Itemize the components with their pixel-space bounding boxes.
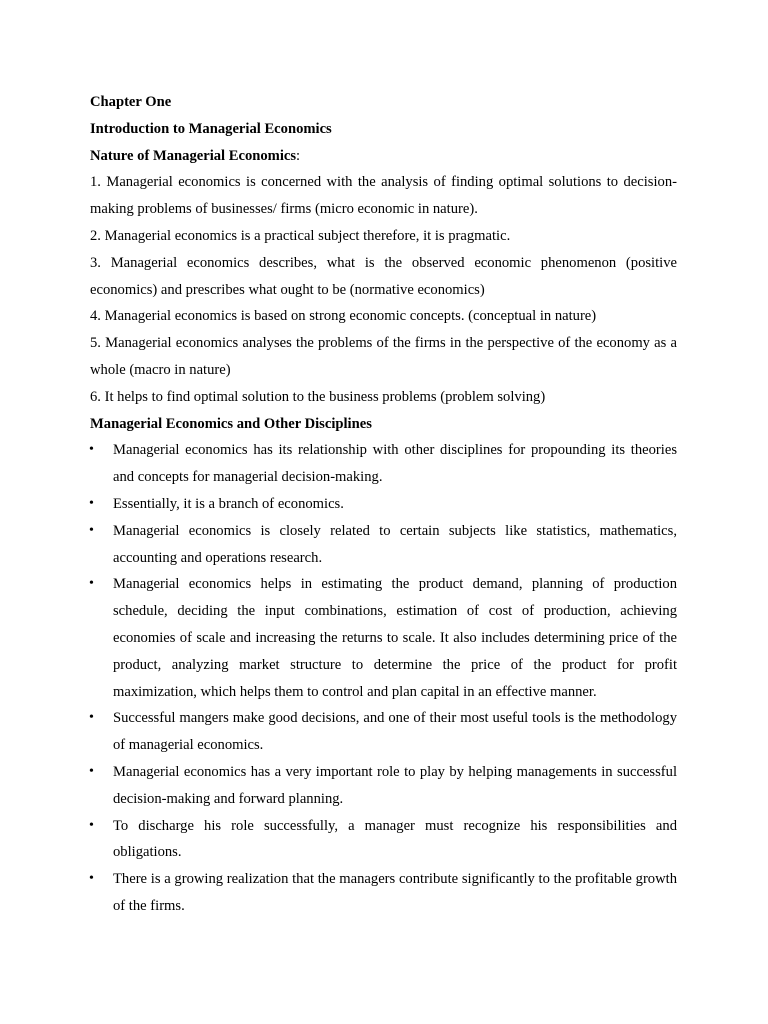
list-item-text: Managerial economics has its relationship with other disciplines for propounding its theories and concepts for managerial decision-making.: [113, 442, 677, 486]
bullet-icon: •: [89, 763, 94, 779]
bullet-icon: •: [89, 817, 94, 833]
nature-point-4: 4. Managerial economics is based on strong economic concepts. (conceptual in nature): [90, 308, 597, 325]
nature-point-6: 6. It helps to find optimal solution to the business problems (problem solving): [90, 388, 546, 405]
list-item-text: Essentially, it is a branch of economics.: [113, 495, 344, 512]
bullet-icon: •: [89, 871, 94, 887]
nature-heading-line: [90, 143, 677, 170]
list-item-text: Managerial economics is closely related to certain subjects like statistics, mathematics, accounting and operations research.: [113, 522, 677, 566]
nature-point-3: 3. Managerial economics describes, what is the observed economic phenomenon (positive economics) and prescribes what ought to be (normative economics): [90, 254, 677, 298]
bullet-icon: •: [89, 442, 94, 458]
nature-heading: Nature of Managerial Economics: [90, 147, 297, 164]
list-item-text: To discharge his role successfully, a manager must recognize his responsibilities and obligations.: [113, 817, 677, 861]
list-item-text: Managerial economics helps in estimating the product demand, planning of production schedule, deciding the input combinations, estimation of cost of production, achieving economies of scale and increasing the returns to scale. It also includes determining price of the product, analyzing market structure to determine the price of the product for profit maximization, which helps them to control and plan capital in an effective manner.: [113, 576, 677, 700]
bullet-icon: •: [89, 710, 94, 726]
list-item: [90, 518, 677, 572]
bullet-icon: •: [89, 522, 94, 538]
document-page: [90, 89, 677, 920]
chapter-label: Chapter One: [90, 94, 172, 110]
list-item-text: Successful mangers make good decisions, and one of their most useful tools is the methodology of managerial economics.: [113, 710, 677, 754]
list-item-text: There is a growing realization that the managers contribute significantly to the profitable growth of the firms.: [113, 871, 677, 914]
list-item-text: Managerial economics has a very important role to play by helping managements in successful decision-making and forward planning.: [113, 763, 677, 807]
nature-heading-colon: :: [296, 147, 301, 164]
list-item: [90, 437, 677, 491]
disciplines-list: [90, 437, 677, 919]
bullet-icon: •: [89, 576, 94, 592]
list-item: [90, 866, 677, 920]
nature-point-5: 5. Managerial economics analyses the problems of the firms in the perspective of the economy as a whole (macro in nature): [90, 335, 677, 378]
list-item: [90, 813, 677, 867]
list-item: [90, 705, 677, 759]
nature-point-1: 1. Managerial economics is concerned with the analysis of finding optimal solutions to decision-making problems of businesses/ firms (micro economic in nature).: [90, 174, 677, 218]
disciplines-heading: Managerial Economics and Other Disciplines: [90, 415, 372, 432]
nature-point-2: 2. Managerial economics is a practical subject therefore, it is pragmatic.: [90, 227, 511, 244]
list-item: [90, 491, 677, 518]
list-item: [90, 759, 677, 813]
list-item: [90, 571, 677, 705]
bullet-icon: •: [89, 495, 94, 511]
chapter-title: Introduction to Managerial Economics: [90, 120, 332, 137]
